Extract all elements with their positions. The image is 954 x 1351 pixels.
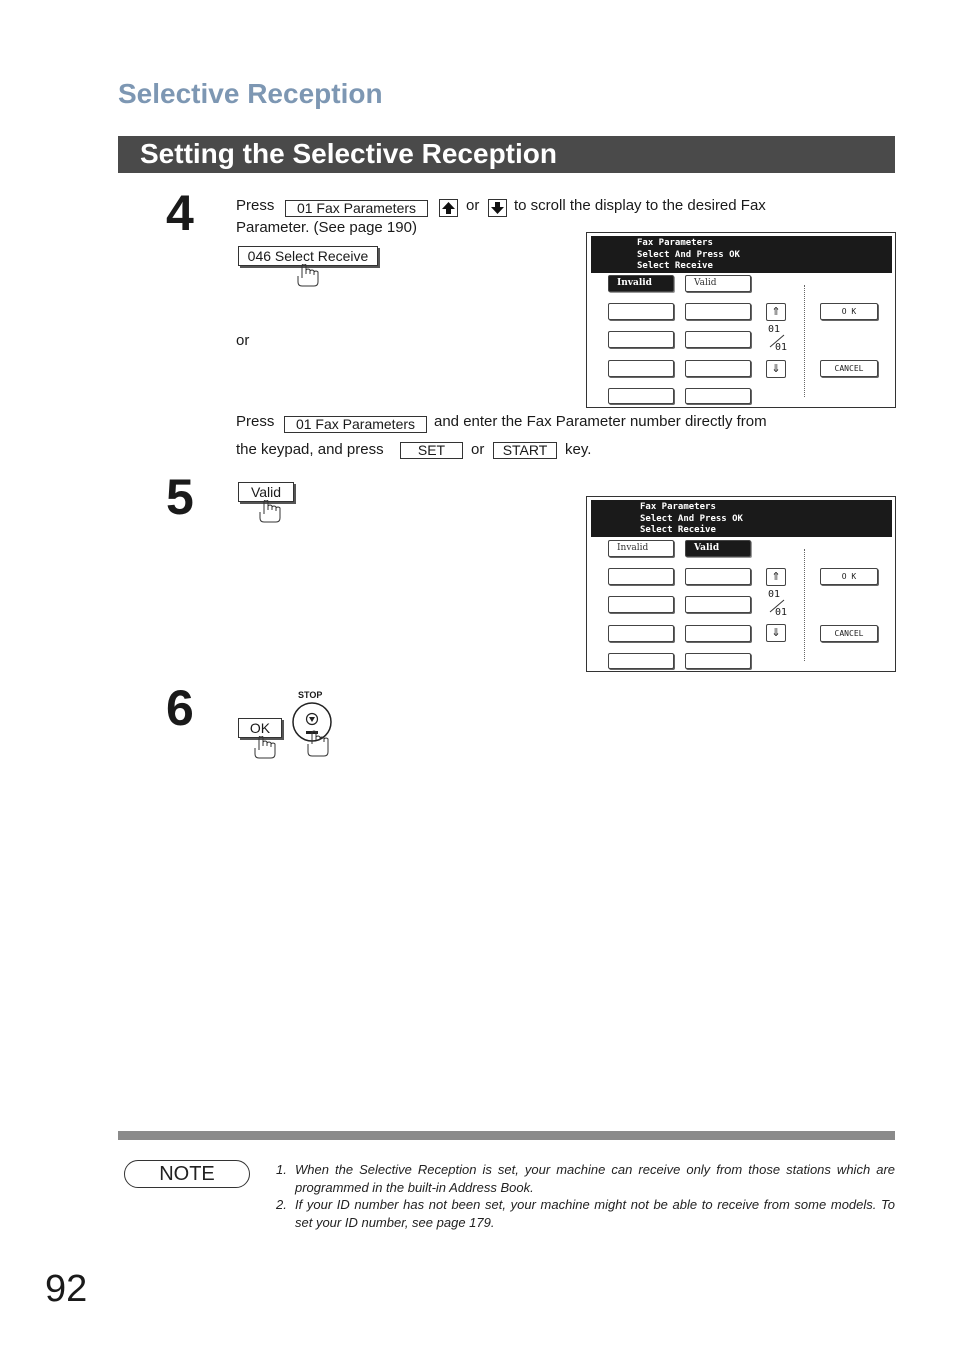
note-item-number: 1. (276, 1162, 287, 1177)
step4-press-text-2: Press (236, 413, 275, 430)
lcd-blank-button[interactable] (685, 360, 751, 377)
scroll-down-button[interactable] (488, 199, 507, 217)
lcd-blank-button[interactable] (685, 625, 751, 642)
step4-scroll-text: to scroll the display to the desired Fax (514, 197, 766, 214)
lcd-page-indicator (767, 587, 787, 625)
note-item-text: When the Selective Reception is set, your machine can receive only from those stations which are programmed in the built-in Address Book. (295, 1162, 895, 1195)
down-arrow-icon: ⇓ (771, 363, 781, 375)
lcd-scroll-down-button[interactable] (766, 624, 786, 642)
lcd-valid-button[interactable]: Valid (685, 275, 751, 292)
step4-or-line: or (236, 332, 250, 349)
lcd-page-total: 01 (775, 607, 788, 618)
note-label: NOTE (124, 1160, 250, 1188)
lcd-blank-button[interactable] (608, 331, 674, 348)
start-key[interactable]: START (493, 442, 557, 459)
fax-parameters-key[interactable]: 01 Fax Parameters (285, 200, 428, 217)
lcd-line-1: Fax Parameters (637, 238, 713, 248)
note-item-text: If your ID number has not been set, your machine might not be able to receive from some models. To set your ID number, see page 179. (295, 1197, 895, 1230)
lcd-invalid-button[interactable]: Invalid (608, 275, 674, 292)
step-number-4: 4 (166, 185, 194, 241)
lcd-blank-button[interactable] (685, 388, 751, 404)
lcd-blank-button[interactable] (608, 653, 674, 669)
lcd-page-current: 01 (768, 589, 781, 600)
lcd-line-2: Select And Press OK (637, 249, 740, 260)
lcd-line-1: Fax Parameters (640, 502, 716, 512)
lcd-line-3: Select Receive (637, 261, 713, 271)
section-title: Selective Reception (118, 78, 383, 109)
lcd-blank-button[interactable] (608, 625, 674, 642)
lcd-scroll-up-button[interactable] (766, 303, 786, 321)
stop-label: STOP (298, 690, 323, 700)
lcd-blank-button[interactable] (608, 303, 674, 320)
ok-key[interactable]: OK (238, 718, 282, 738)
lcd-divider (804, 549, 805, 661)
step-number-5: 5 (166, 469, 194, 525)
lcd-blank-button[interactable] (608, 360, 674, 377)
up-arrow-icon: ⇑ (771, 306, 781, 318)
note-list (276, 1161, 895, 1231)
scroll-up-button[interactable] (439, 199, 458, 217)
lcd-display-step4 (586, 232, 896, 408)
lcd-invalid-button[interactable]: Invalid (608, 540, 674, 557)
lcd-blank-button[interactable] (685, 568, 751, 585)
lcd-ok-button[interactable]: O K (820, 568, 878, 585)
step4-or-text: or (466, 197, 480, 214)
lcd-header (591, 500, 892, 537)
note-item (276, 1161, 895, 1196)
step4-scroll-text-2: Parameter. (See page 190) (236, 219, 417, 236)
step4-key-text: key. (565, 441, 592, 458)
step4-direct-text: and enter the Fax Parameter number directly from (434, 413, 767, 430)
step4-keypad-text: the keypad, and press (236, 441, 384, 458)
page-title: Setting the Selective Reception (140, 138, 557, 169)
stop-button[interactable] (290, 702, 334, 758)
lcd-divider (804, 285, 805, 397)
step-number-6: 6 (166, 680, 194, 736)
up-arrow-icon: ⇑ (771, 571, 781, 583)
valid-key[interactable]: Valid (238, 482, 294, 502)
arrow-down-icon (489, 200, 506, 216)
page-number: 92 (45, 1268, 88, 1310)
page-title-bar (118, 136, 895, 173)
lcd-blank-button[interactable] (685, 331, 751, 348)
step4-or-text-2: or (471, 441, 485, 458)
lcd-blank-button[interactable] (685, 303, 751, 320)
fax-parameters-key-2[interactable]: 01 Fax Parameters (284, 416, 427, 433)
lcd-display-step5 (586, 496, 896, 672)
set-key[interactable]: SET (400, 442, 463, 459)
lcd-page-total: 01 (775, 342, 788, 353)
lcd-blank-button[interactable] (608, 388, 674, 404)
lcd-cancel-button[interactable]: CANCEL (820, 625, 878, 642)
pointing-hand-icon (296, 264, 322, 288)
note-item-number: 2. (276, 1197, 287, 1212)
select-receive-key[interactable]: 046 Select Receive (238, 246, 378, 266)
down-arrow-icon: ⇓ (771, 627, 781, 639)
note-item (276, 1196, 895, 1231)
pointing-hand-icon (253, 736, 279, 760)
lcd-line-2: Select And Press OK (640, 513, 743, 524)
lcd-scroll-up-button[interactable] (766, 568, 786, 586)
lcd-valid-button[interactable]: Valid (685, 540, 751, 557)
lcd-page-current: 01 (768, 324, 781, 335)
step4-press-text: Press (236, 197, 275, 214)
bottom-divider (118, 1131, 895, 1140)
lcd-page-indicator (767, 322, 787, 360)
lcd-line-3: Select Receive (640, 525, 716, 535)
lcd-cancel-button[interactable]: CANCEL (820, 360, 878, 377)
lcd-header (591, 236, 892, 273)
pointing-hand-icon (258, 500, 284, 524)
lcd-blank-button[interactable] (608, 568, 674, 585)
lcd-ok-button[interactable]: O K (820, 303, 878, 320)
lcd-scroll-down-button[interactable] (766, 360, 786, 378)
arrow-up-icon (440, 200, 457, 216)
lcd-blank-button[interactable] (685, 596, 751, 613)
lcd-blank-button[interactable] (608, 596, 674, 613)
lcd-blank-button[interactable] (685, 653, 751, 669)
